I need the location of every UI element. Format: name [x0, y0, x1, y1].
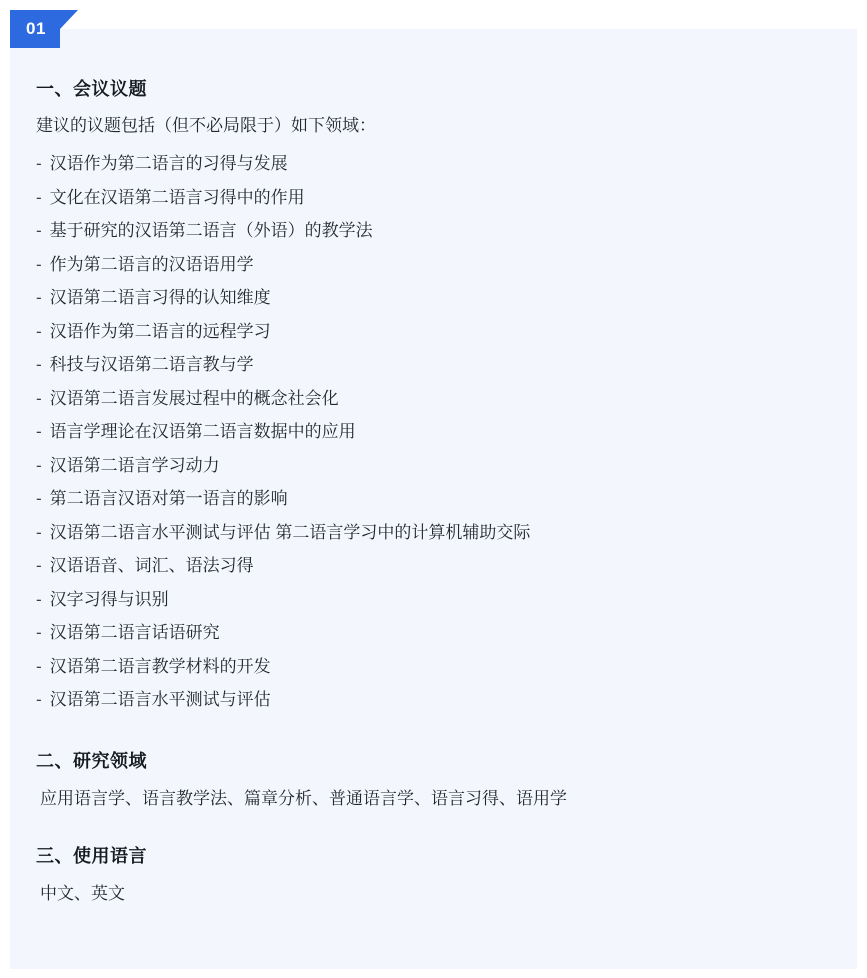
bullet-dash-icon: -: [36, 254, 42, 274]
list-item-label: 汉语第二语言习得的认知维度: [49, 288, 271, 308]
list-item: [36, 214, 831, 248]
list-item: [36, 382, 831, 416]
list-item-label: 汉语第二语言发展过程中的概念社会化: [49, 388, 339, 408]
list-item-label: 语言学理论在汉语第二语言数据中的应用: [49, 422, 356, 442]
bullet-dash-icon: -: [36, 455, 42, 475]
list-item: [36, 650, 831, 684]
list-item: [36, 348, 831, 382]
section-number-label: 01: [10, 10, 60, 48]
bullet-dash-icon: -: [36, 154, 42, 174]
topics-intro-text: 建议的议题包括（但不必局限于）如下领域：: [36, 116, 376, 135]
list-item: [36, 516, 831, 550]
bullet-dash-icon: -: [36, 288, 42, 308]
list-item-label: 汉语第二语言话语研究: [49, 623, 220, 643]
bullet-dash-icon: -: [36, 321, 42, 341]
list-item: [36, 549, 831, 583]
bullet-dash-icon: -: [36, 355, 42, 375]
list-item: [36, 248, 831, 282]
list-item-label: 第二语言汉语对第一语言的影响: [49, 489, 288, 509]
list-item: [36, 181, 831, 215]
language-section-content: 中文、英文: [40, 884, 125, 904]
list-item: [36, 583, 831, 617]
list-item-label: 汉语语音、词汇、语法习得: [49, 556, 254, 576]
list-item: [36, 482, 831, 516]
bullet-dash-icon: -: [36, 690, 42, 710]
list-item: [36, 616, 831, 650]
list-item: [36, 449, 831, 483]
list-item-label: 作为第二语言的汉语语用学: [49, 254, 254, 274]
list-item-label: 汉语作为第二语言的远程学习: [49, 321, 271, 341]
bullet-dash-icon: -: [36, 522, 42, 542]
research-section-title: 二、研究领域: [36, 750, 147, 771]
bullet-dash-icon: -: [36, 589, 42, 609]
list-item-label: 基于研究的汉语第二语言（外语）的教学法: [49, 221, 373, 241]
list-item-label: 汉语第二语言水平测试与评估: [49, 690, 271, 710]
list-item: [36, 415, 831, 449]
bullet-dash-icon: -: [36, 656, 42, 676]
list-item-label: 汉语第二语言水平测试与评估 第二语言学习中的计算机辅助交际: [49, 522, 531, 542]
language-section-title: 三、使用语言: [36, 846, 147, 867]
badge-tail-shape: [60, 10, 78, 48]
topics-list: [36, 147, 831, 717]
list-item: [36, 683, 831, 717]
topics-section-title: 一、会议议题: [36, 79, 147, 99]
section-number-badge: [10, 10, 78, 48]
list-item-label: 文化在汉语第二语言习得中的作用: [49, 187, 305, 207]
bullet-dash-icon: -: [36, 623, 42, 643]
bullet-dash-icon: -: [36, 489, 42, 509]
list-item-label: 汉语第二语言教学材料的开发: [49, 656, 271, 676]
research-section-content: 应用语言学、语言教学法、篇章分析、普通语言学、语言习得、语用学: [40, 788, 567, 808]
bullet-dash-icon: -: [36, 221, 42, 241]
bullet-dash-icon: -: [36, 187, 42, 207]
list-item: [36, 281, 831, 315]
bullet-dash-icon: -: [36, 422, 42, 442]
list-item-label: 汉字习得与识别: [49, 589, 169, 609]
list-item-label: 科技与汉语第二语言教与学: [49, 355, 254, 375]
bullet-dash-icon: -: [36, 388, 42, 408]
list-item: [36, 315, 831, 349]
list-item-label: 汉语第二语言学习动力: [49, 455, 220, 475]
list-item: [36, 147, 831, 181]
bullet-dash-icon: -: [36, 556, 42, 576]
content-panel: [10, 29, 857, 969]
list-item-label: 汉语作为第二语言的习得与发展: [49, 154, 288, 174]
